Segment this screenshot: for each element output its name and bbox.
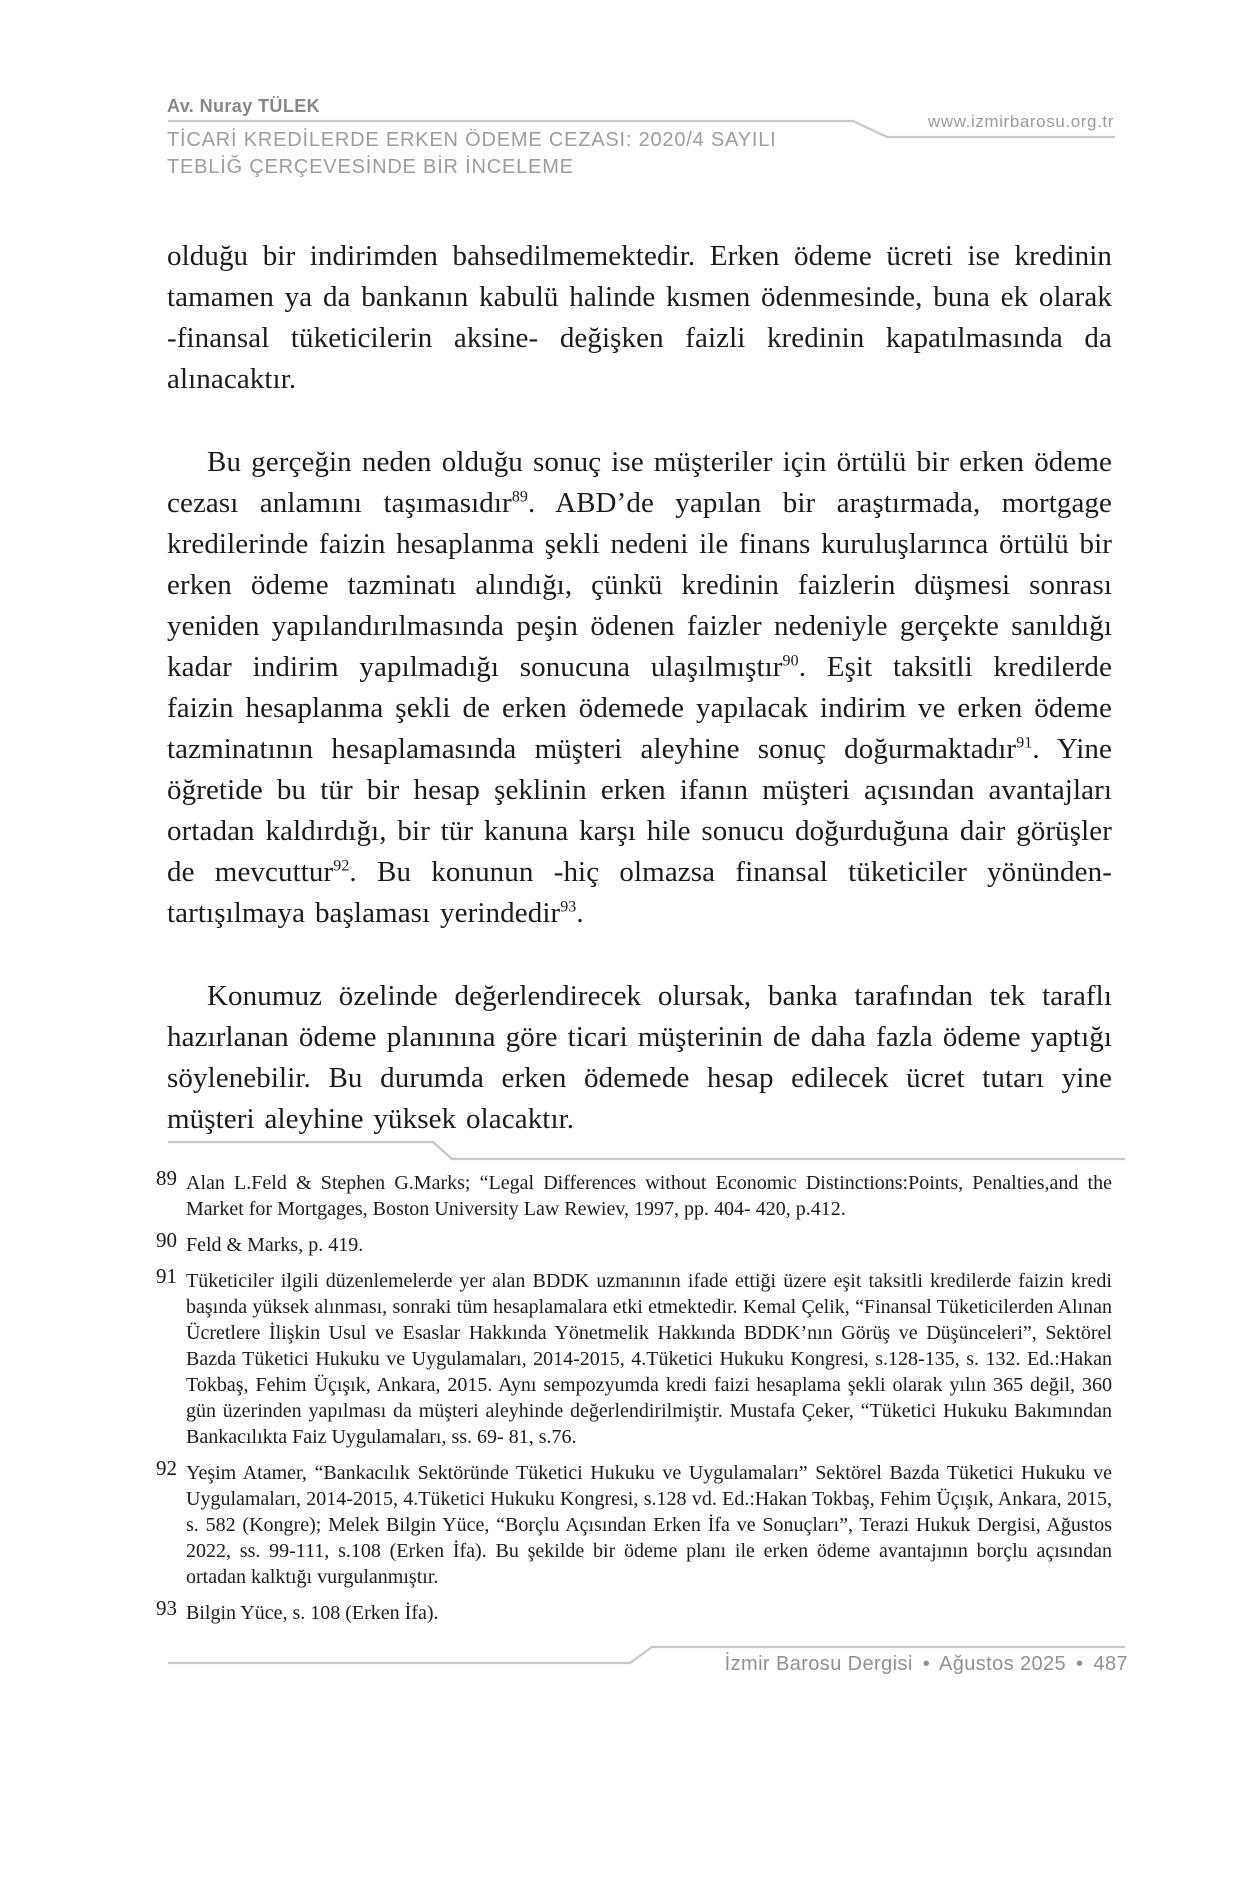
website-url: www.izmirbarosu.org.tr (927, 112, 1114, 131)
journal-name: İzmir Barosu Dergisi (724, 1653, 913, 1675)
footnote-91 (156, 1264, 1112, 1450)
footnote-90 (156, 1228, 1112, 1258)
footnote-ref-92: 92 (333, 857, 350, 875)
journal-footer (725, 1652, 1128, 1676)
footnote-number: 91 (156, 1264, 177, 1288)
article-title (167, 127, 927, 181)
footnote-number: 93 (156, 1596, 177, 1620)
footer-bullet: • (922, 1653, 931, 1675)
footnote-text: Tüketiciler ilgili düzenlemelerde yer alan BDDK uzmanının ifade ettiği üzere eşit taksitli kredilerde faizin kredi başında yüksek alınması, sonraki tüm hesaplamalara etki etmektedir. Kemal Çelik, “Finansal Tüketicilerden Alınan Ücretlere İlişkin Usul ve Esaslar Hakkında Yönetmelik Hakkında BDDK’nın Görüş ve Düşünceleri”, Sektörel Bazda Tüketici Hukuku ve Uygulamaları, 2014-2015, 4.Tüketici Hukuku Kongresi, s.128-135, s. 132. Ed.:Hakan Tokbaş, Fehim Üçışık, Ankara, 2015. Aynı sempozyumda kredi faizi hesaplama şekli olarak yılın 365 değil, 360 gün üzerinden yapılması da müşteri aleyhinde değerlendirilmiştir. Mustafa Çeker, “Tüketici Hukuku Bakımından Bankacılıkta Faiz Uygulamaları, ss. 69- 81, s.76. (186, 1270, 1112, 1448)
body-paragraph-2: Bu gerçeğin neden olduğu sonuç ise müşteriler için örtülü bir erken ödeme cezası anlamını taşımasıdır$^{89}$. ABD’de yapılan bir araştırmada, mortgage kredilerinde faizin hesaplanma şekli nedeni ile finans kuruluşlarınca örtülü bir erken ödeme tazminatı alındığı, çünkü kredinin faizlerin düşmesi sonrası yeniden yapılandırılmasında peşin ödenen faizler nedeniyle gerçekte sanıldığı kadar indirim yapılmadığı sonucuna ulaşılmıştır$^{90}$. Eşit taksitli kredilerde faizin hesaplanma şekli de erken ödemede yapılacak indirim ve erken ödeme tazminatının hesaplamasında müşteri aleyhine sonuç doğurmaktadır$^{91}$. Yine öğretide bu tür bir hesap şeklinin erken ifanın müşteri açısından avantajları ortadan kaldırdığı, bir tür kanuna karşı hile sonucu doğurduğuna dair görüşler de mevcuttur$^{92}$. Bu konunun -hiç olmazsa finansal tüketiciler yönünden- tartışılmaya başlaması yerindedir$^{93}$. (167, 446, 1113, 929)
footnote-number: 89 (156, 1166, 177, 1190)
article-title-line2: TEBLİĞ ÇERÇEVESİNDE BİR İNCELEME (167, 156, 574, 178)
journal-issue: Ağustos 2025 (938, 1653, 1067, 1675)
footnote-text: Yeşim Atamer, “Bankacılık Sektöründe Tüketici Hukuku ve Uygulamaları” Sektörel Bazda Tüketici Hukuku ve Uygulamaları, 2014-2015, 4.Tüketici Hukuku Kongresi, s.128 vd. Ed.:Hakan Tokbaş, Fehim Üçışık, Ankara, 2015, s. 582 (Kongre); Melek Bilgin Yüce, “Borçlu Açısından Erken İfa ve Sonuçları”, Terazi Hukuk Dergisi, Ağustos 2022, ss. 99-111, s.108 (Erken İfa). Bu şekilde bir ödeme planı ile erken ödeme avantajının borçlu açısından ortadan kalktığı vurgulanmıştır. (186, 1462, 1112, 1588)
footnote-number: 90 (156, 1228, 177, 1252)
page-number: 487 (1093, 1653, 1128, 1675)
article-body (167, 236, 1112, 1140)
body-paragraph-3: Konumuz özelinde değerlendirecek olursak, banka tarafından tek taraflı hazırlanan ödeme planınına göre ticari müşterinin de daha fazla ödeme yaptığı söylenebilir. Bu durumda erken ödemede hesap edilecek ücret tutarı yine müşteri aleyhine yüksek olacaktır. (167, 980, 1112, 1135)
article-title-line1: TİCARİ KREDİLERDE ERKEN ÖDEME CEZASI: 2020/4 SAYILI (167, 129, 777, 151)
footnote-89 (156, 1166, 1112, 1222)
footnote-92 (156, 1456, 1112, 1590)
footnote-ref-91: 91 (1016, 734, 1033, 752)
author-name: Av. Nuray TÜLEK (167, 96, 321, 116)
body-paragraph-1: olduğu bir indirimden bahsedilmemektedir. Erken ödeme ücreti ise kredinin tamamen ya da bankanın kabulü halinde kısmen ödenmesinde, buna ek olarak -finansal tüketicilerin aksine- değişken faizli kredinin kapatılmasında da alınacaktır. (167, 240, 1112, 395)
footnote-ref-93: 93 (560, 898, 577, 916)
footnote-93 (156, 1596, 1112, 1626)
footnote-text: Alan L.Feld & Stephen G.Marks; “Legal Differences without Economic Distinctions:Points, Penalties,and the Market for Mortgages, Boston University Law Rewiev, 1997, pp. 404- 420, p.412. (186, 1172, 1112, 1220)
footnote-ref-90: 90 (782, 652, 799, 670)
footnote-ref-89: 89 (511, 488, 528, 506)
footnote-text: Bilgin Yüce, s. 108 (Erken İfa). (186, 1602, 439, 1624)
footnote-divider-line (167, 1139, 1127, 1163)
footnote-text: Feld & Marks, p. 419. (186, 1234, 364, 1256)
footnotes-section (156, 1166, 1112, 1636)
footer-bullet: • (1076, 1653, 1084, 1675)
footnote-number: 92 (156, 1456, 177, 1480)
